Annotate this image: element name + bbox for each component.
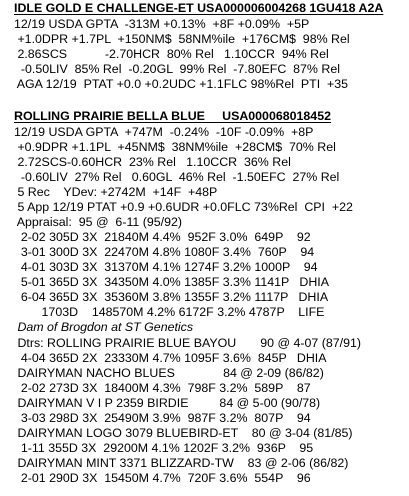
- daughter-line: DAIRYMAN LOGO 3079 BLUEBIRD-ET 80 @ 3-04 (81/85): [14, 426, 353, 440]
- lactation-record: 4-04 365D 2X 23330M 4.7% 1095F 3.6% 845P DHIA: [14, 351, 327, 365]
- lactation-record: 2-02 273D 3X 18400M 4.3% 798F 3.2% 589P 87: [14, 381, 311, 395]
- daughter-line: DAIRYMAN V I P 2359 BIRDIE 84 @ 5-00 (90/78): [14, 396, 321, 410]
- dam-of-note: Dam of Brogdon at ST Genetics: [14, 320, 194, 334]
- daughter-line: DAIRYMAN MINT 3371 BLIZZARD-TW 83 @ 2-06 (86/82): [14, 456, 349, 470]
- lactation-record: 5-01 365D 3X 34350M 4.0% 1385F 3.3% 1141P DHIA: [14, 275, 330, 289]
- lactation-record: 2-01 290D 3X 15450M 4.7% 720F 3.6% 554P 96: [14, 471, 311, 485]
- text-line: -0.60LIV 27% Rel 0.60GL 46% Rel -1.50EFC 27% Rel: [14, 170, 340, 184]
- text-line: 12/19 USDA GPTA +747M -0.24% -10F -0.09% +8P: [14, 125, 314, 139]
- daughter-line: Dtrs: ROLLING PRAIRIE BLUE BAYOU 90 @ 4-07 (87/91): [14, 336, 362, 350]
- lactation-record: 3-01 300D 3X 22470M 4.8% 1080F 3.4% 760P 94: [14, 245, 315, 259]
- lactation-record: 1-11 355D 3X 29200M 4.1% 1202F 3.2% 936P 95: [14, 441, 314, 455]
- daughter-line: DAIRYMAN NACHO BLUES 84 @ 2-09 (86/82): [14, 366, 324, 380]
- text-line: -0.50LIV 85% Rel -0.20GL 99% Rel -7.80EFC 87% Rel: [14, 62, 340, 76]
- animal-heading-bella-blue: ROLLING PRAIRIE BELLA BLUE USA000068018452: [14, 109, 331, 123]
- lactation-record: 6-04 365D 3X 35360M 3.8% 1355F 3.2% 1117P DHIA: [14, 290, 329, 304]
- lactation-record: 4-01 303D 3X 31370M 4.1% 1274F 3.2% 1000P 94: [14, 260, 318, 274]
- lactation-record: 2-02 305D 3X 21840M 4.4% 952F 3.0% 649P 92: [14, 230, 311, 244]
- text-line: 2.86SCS -2.70HCR 80% Rel 1.10CCR 94% Rel: [14, 47, 329, 61]
- text-line: 12/19 USDA GPTA -313M +0.13% +8F +0.09% +5P: [14, 17, 310, 31]
- text-line: AGA 12/19 PTAT +0.0 +0.2UDC +1.1FLC 98%Rel PTI +35: [14, 77, 349, 91]
- animal-heading-idle-gold: IDLE GOLD E CHALLENGE-ET USA000006004268 1GU418 A2A: [14, 1, 384, 15]
- text-line: 5 App 12/19 PTAT +0.9 +0.6UDR +0.0FLC 73%Rel CPI +22: [14, 200, 353, 214]
- appraisal-line: Appraisal: 95 @ 6-11 (95/92): [14, 215, 183, 229]
- text-line: 2.72SCS-0.60HCR 23% Rel 1.10CCR 36% Rel: [14, 155, 291, 169]
- lifetime-record: 1703D 148570M 4.2% 6172F 3.2% 4787P LIFE: [14, 305, 325, 319]
- text-line: +0.9DPR +1.1PL +45NM$ 38NM%ile +28CM$ 70% Rel: [14, 140, 336, 154]
- lactation-record: 3-03 298D 3X 25490M 3.9% 987F 3.2% 807P 94: [14, 411, 311, 425]
- text-line: +1.0DPR +1.7PL +150NM$ 58NM%ile +176CM$ 98% Rel: [14, 32, 350, 46]
- text-line: 5 Rec YDev: +2742M +14F +48P: [14, 185, 218, 199]
